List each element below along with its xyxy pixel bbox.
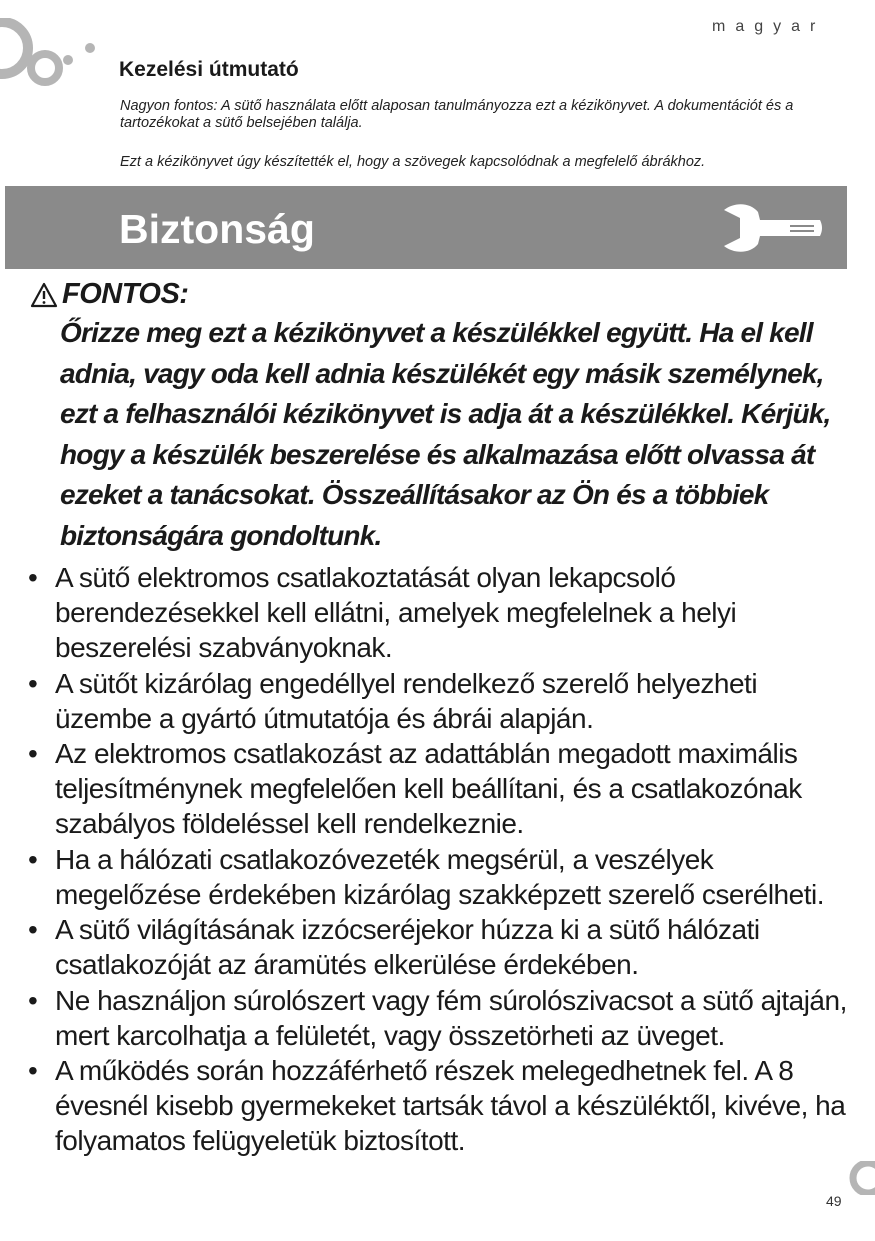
warning-triangle-icon <box>30 282 58 308</box>
section-title: Biztonság <box>119 206 315 252</box>
list-item: • Ha a hálózati csatlakozóvezeték megsérül, a veszélyek megelőzése érdekében kizárólag szakképzett szerelő cserélheti. <box>28 842 850 912</box>
intro-paragraph: Nagyon fontos: A sütő használata előtt alaposan tanulmányozza ezt a kézikönyvet. A dokumentációt és a tartozékokat a sütő belsejében találja. <box>120 98 794 131</box>
brand-circle-icon <box>846 1161 875 1195</box>
section-banner <box>5 186 847 269</box>
wrench-icon <box>720 200 830 256</box>
safety-list <box>28 560 850 1159</box>
page-number: 49 <box>826 1193 842 1209</box>
list-item: • Az elektromos csatlakozást az adattáblán megadott maximális teljesítménynek megfelelően kell beállítani, és a csatlakozónak szabályos földeléssel kell rendelkeznie. <box>28 736 850 841</box>
intro-note: Ezt a kézikönyvet úgy készítették el, hogy a szövegek kapcsolódnak a megfelelő ábrákhoz. <box>120 154 706 170</box>
list-item: • A működés során hozzáférhető részek melegedhetnek fel. A 8 évesnél kisebb gyermekeket tartsák távol a készüléktől, kivéve, ha folyamatos felügyeletük biztosított. <box>28 1053 850 1158</box>
list-item: • A sütőt kizárólag engedéllyel rendelkező szerelő helyezheti üzembe a gyártó útmutatója és ábrái alapján. <box>28 666 850 736</box>
list-item: • Ne használjon súrolószert vagy fém súrolószivacsot a sütő ajtaján, mert karcolhatja a felületét, vagy összetörheti az üveget. <box>28 983 850 1053</box>
list-item: • A sütő világításának izzócseréjekor húzza ki a sütő hálózati csatlakozóját az áramütés elkerülése érdekében. <box>28 912 850 982</box>
warning-label: FONTOS: <box>62 278 189 310</box>
manual-title: Kezelési útmutató <box>119 58 299 81</box>
warning-heading <box>30 278 188 311</box>
brand-circles-icon <box>0 18 100 98</box>
warning-text: Őrizze meg ezt a kézikönyvet a készülékkel együtt. Ha el kell adnia, vagy oda kell adnia készülékét egy másik személynek, ezt a felhasználói kézikönyvet is adja át a készülékkel. Kérjük, hogy a készülék beszerelése és alkalmazása előtt olvassa át ezeket a tanácsokat. Összeállításakor az Ön és a többiek biztonságára gondoltunk. <box>60 317 831 551</box>
language-label: magyar <box>712 18 826 35</box>
list-item: • A sütő elektromos csatlakoztatását olyan lekapcsoló berendezésekkel kell ellátni, amelyek megfelelnek a helyi beszerelési szabványoknak. <box>28 560 850 665</box>
